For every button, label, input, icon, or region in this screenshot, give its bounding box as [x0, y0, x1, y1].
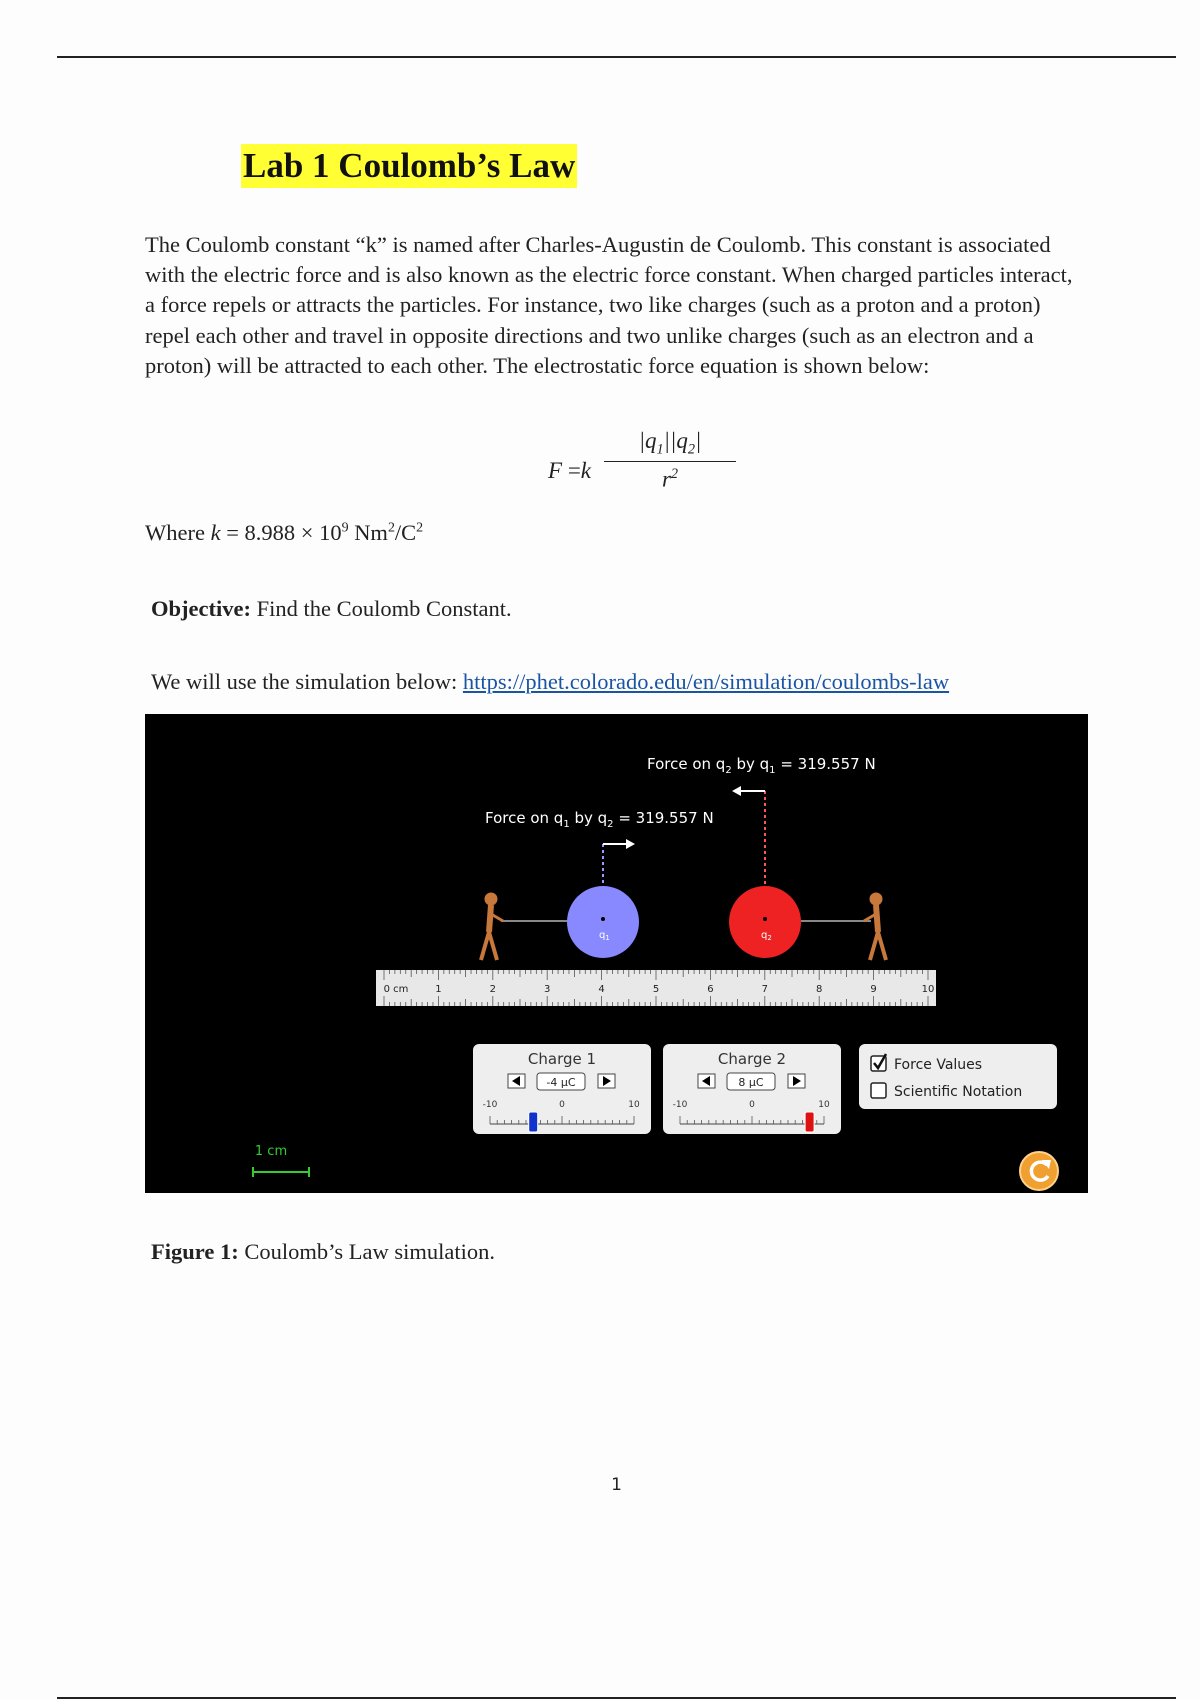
ruler-label: 6 — [707, 984, 714, 995]
charge1-value: -4 μC — [546, 1076, 576, 1089]
top-rule — [57, 56, 1176, 58]
charge1-min-label: -10 — [482, 1100, 498, 1110]
charge-q2-center-dot — [763, 917, 767, 921]
charge-q2-label: $q_2$ — [761, 930, 772, 942]
charge2-slider-thumb[interactable] — [805, 1112, 814, 1132]
simulation-screenshot — [145, 714, 1088, 1193]
objective-text: Find the Coulomb Constant. — [250, 596, 512, 621]
page-title: Lab 1 Coulomb’s Law — [241, 144, 577, 188]
simulation-intro: We will use the simulation below: https://phet.colorado.edu/en/simulation/coulombs-law — [151, 669, 950, 694]
ruler-label: 4 — [598, 984, 605, 995]
charge2-max-label: 10 — [818, 1100, 830, 1110]
charge-q1-sphere[interactable] — [567, 886, 639, 958]
puller-left-figure — [481, 893, 503, 960]
scientific-notation-label: Scientific Notation — [894, 1084, 1023, 1100]
intro-paragraph: The Coulomb constant “k” is named after Charles-Augustin de Coulomb. This constant is associated with the electric force and is also known as the electric force constant. When charged particles interact, a force repels or attracts the particles. For instance, two like charges (such as a proton and a proton) repel each other and travel in opposite directions and two unlike charges (such as an electron and a proton) will be attracted to each other. The electrostatic force equation is shown below: — [145, 232, 1073, 378]
scientific-notation-checkbox[interactable] — [871, 1083, 886, 1098]
charge2-min-label: -10 — [672, 1100, 688, 1110]
ruler-label: 7 — [761, 984, 768, 995]
ruler-label: 0 cm — [383, 984, 409, 995]
formula-f: F — [548, 458, 563, 483]
objective — [151, 596, 512, 622]
charge2-mid-label: 0 — [749, 1100, 755, 1110]
ruler-label: 9 — [870, 984, 877, 995]
charge-q2-sphere[interactable] — [729, 886, 801, 958]
force-q2-label: Force on $q_2$ by $q_1 = 319.557$ N — [647, 755, 876, 776]
charge2-title: Charge 2 — [717, 1050, 787, 1068]
charge-q1-center-dot — [601, 917, 605, 921]
reset-button[interactable] — [1020, 1152, 1058, 1190]
simulation-link[interactable]: https://phet.colorado.edu/en/simulation/coulombs-law — [462, 669, 950, 694]
formula-fraction — [604, 428, 736, 492]
ruler-label: 5 — [652, 984, 660, 995]
formula-numerator: $|q_1||q_2|$ — [604, 428, 736, 462]
formula-denominator: $r^2$ — [661, 465, 679, 492]
charge1-max-label: 10 — [628, 1100, 640, 1110]
objective-label: Objective: — [151, 596, 251, 621]
bottom-rule — [57, 1697, 1176, 1699]
figure-caption-label: Figure 1: — [151, 1239, 239, 1264]
figure-caption — [151, 1239, 495, 1265]
charge2-value: 8 μC — [738, 1076, 764, 1089]
charge1-panel — [473, 1044, 651, 1134]
charge2-panel — [663, 1044, 841, 1134]
ruler-label: 8 — [816, 984, 823, 995]
ruler-label: 2 — [489, 984, 496, 995]
scale-bar — [253, 1167, 309, 1177]
charge1-title: Charge 1 — [527, 1050, 597, 1068]
page-number: 1 — [611, 1475, 622, 1495]
ruler-label: 1 — [435, 984, 442, 995]
puller-right-figure — [864, 893, 886, 960]
force-q1-label: Force on $q_1$ by $q_2 = 319.557$ N — [485, 809, 714, 830]
charge1-slider-thumb[interactable] — [529, 1112, 538, 1132]
figure-caption-text: Coulomb’s Law simulation. — [238, 1239, 495, 1264]
simulation-canvas — [145, 714, 1088, 1193]
ruler-label: 3 — [544, 984, 551, 995]
ruler-label: 10 — [921, 984, 935, 995]
formula-k: k — [580, 458, 592, 483]
force-values-label: Force Values — [894, 1057, 983, 1073]
charge-q1-label: $q_1$ — [599, 930, 610, 942]
formula-eq: = — [562, 458, 581, 483]
charge1-mid-label: 0 — [559, 1100, 565, 1110]
options-panel — [859, 1044, 1057, 1109]
scale-label: 1 cm — [254, 1144, 288, 1159]
constant-definition: Where $k = 8.988 \times 10^9$ $Nm^2/C^2$ — [145, 520, 424, 545]
